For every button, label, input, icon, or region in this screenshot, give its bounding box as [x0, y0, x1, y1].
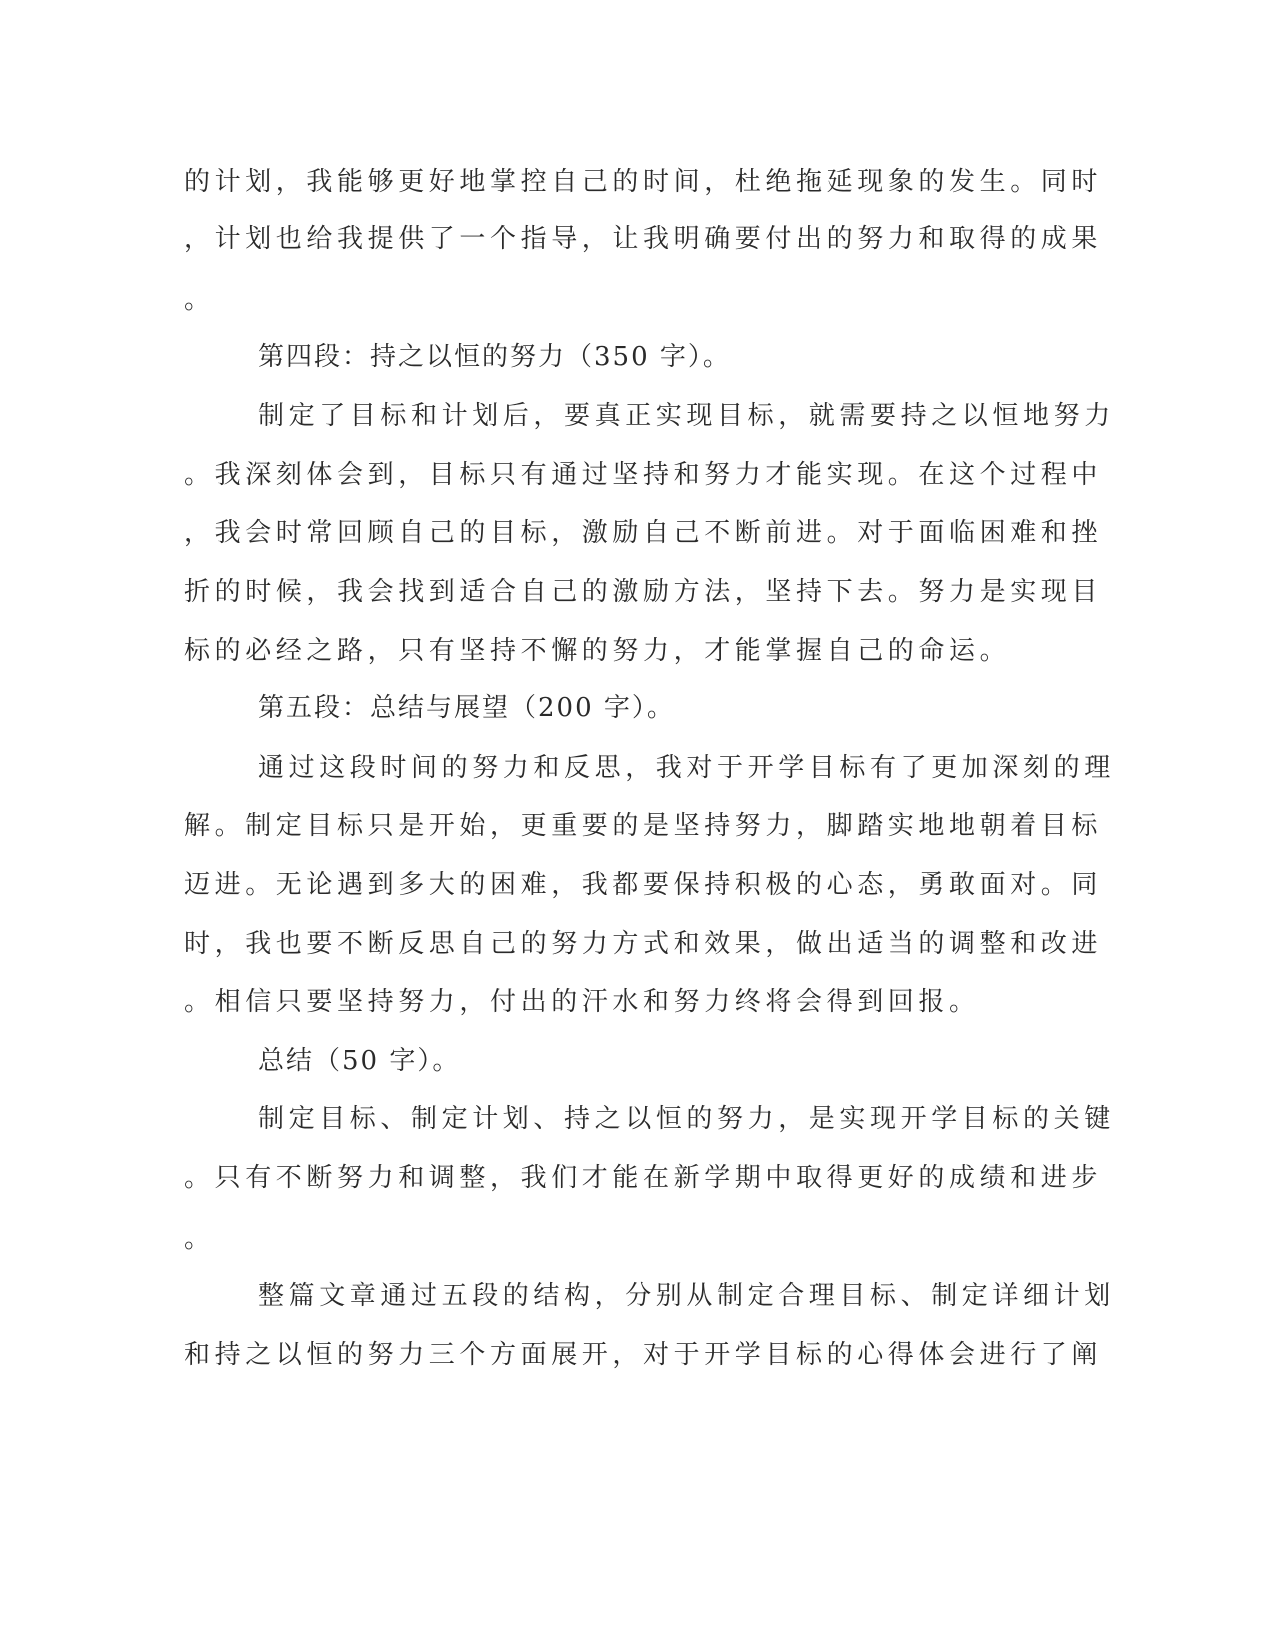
text-line: 通过这段时间的努力和反思，我对于开学目标有了更加深刻的理	[258, 753, 1115, 783]
text-line: ，我会时常回顾自己的目标，激励自己不断前进。对于面临困难和挫	[184, 518, 1103, 548]
section-heading: 第四段：持之以恒的努力（350 字）。	[258, 342, 731, 372]
text-line: 。我深刻体会到，目标只有通过坚持和努力才能实现。在这个过程中	[184, 460, 1103, 490]
text-line: ，计划也给我提供了一个指导，让我明确要付出的努力和取得的成果	[184, 224, 1103, 254]
text-line: 的计划，我能够更好地掌控自己的时间，杜绝拖延现象的发生。同时	[184, 167, 1103, 197]
text-line: 整篇文章通过五段的结构，分别从制定合理目标、制定详细计划	[258, 1281, 1115, 1311]
text-line: 标的必经之路，只有坚持不懈的努力，才能掌握自己的命运。	[184, 636, 1011, 666]
text-line: 解。制定目标只是开始，更重要的是坚持努力，脚踏实地地朝着目标	[184, 811, 1103, 841]
text-line: 制定了目标和计划后，要真正实现目标，就需要持之以恒地努力	[258, 401, 1115, 431]
text-line: 折的时候，我会找到适合自己的激励方法，坚持下去。努力是实现目	[184, 577, 1103, 607]
section-heading: 总结（50 字）。	[258, 1046, 461, 1076]
text-line: 。只有不断努力和调整，我们才能在新学期中取得更好的成绩和进步	[184, 1163, 1103, 1193]
section-heading: 第五段：总结与展望（200 字）。	[258, 693, 675, 723]
text-line: 迈进。无论遇到多大的困难，我都要保持积极的心态，勇敢面对。同	[184, 870, 1103, 900]
text-line: 。	[184, 285, 215, 315]
text-line: 。相信只要坚持努力，付出的汗水和努力终将会得到回报。	[184, 987, 980, 1017]
text-line: 时，我也要不断反思自己的努力方式和效果，做出适当的调整和改进	[184, 929, 1103, 959]
text-line: 和持之以恒的努力三个方面展开，对于开学目标的心得体会进行了阐	[184, 1340, 1103, 1370]
text-line: 。	[184, 1224, 215, 1254]
text-line: 制定目标、制定计划、持之以恒的努力，是实现开学目标的关键	[258, 1104, 1115, 1134]
